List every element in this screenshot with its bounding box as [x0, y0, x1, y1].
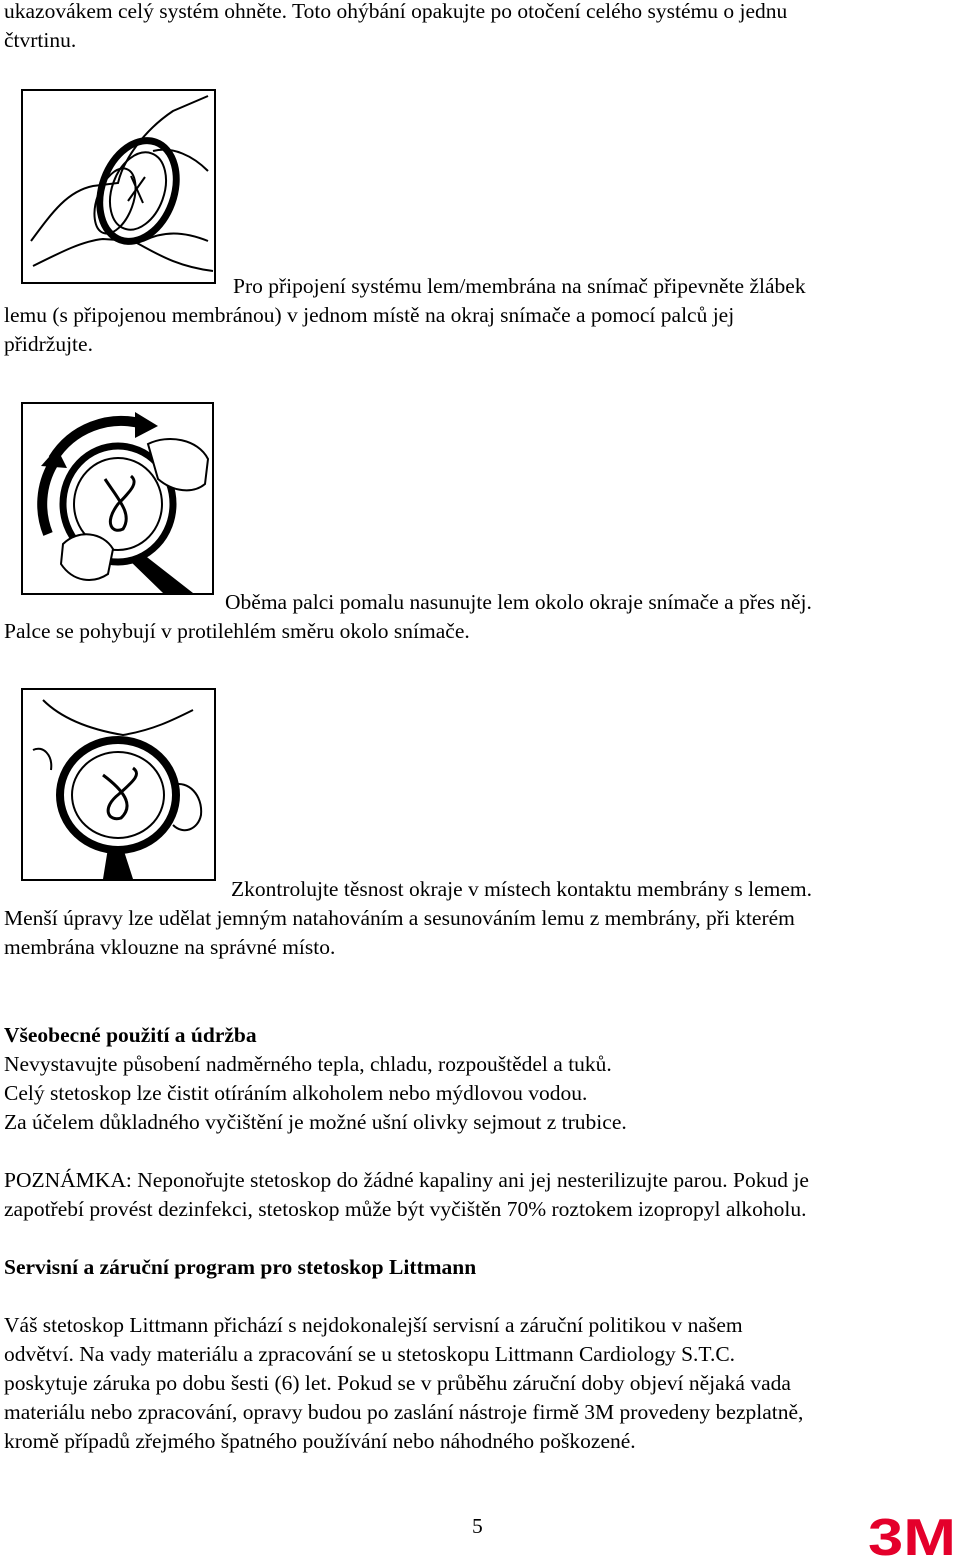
care-line-3: Za účelem důkladného vyčištění je možné ušní olivky sejmout z trubice.: [4, 1110, 627, 1134]
service-line-2: odvětví. Na vady materiálu a zpracování se u stetoskopu Littmann Cardiology S.T.C.: [4, 1342, 736, 1366]
step3-line-2: Menší úpravy lze udělat jemným natahováním a sesunováním lemu z membrány, při kterém: [4, 906, 795, 930]
step1-line-2: lemu (s připojenou membránou) v jednom místě na okraj snímače a pomocí palců jej: [4, 303, 735, 327]
step1-line-1: Pro připojení systému lem/membrána na snímač připevněte žlábek: [233, 274, 806, 298]
figure-slide-rim: [21, 402, 214, 595]
3m-logo: [868, 1514, 956, 1566]
step3-line-3: membrána vklouzne na správné místo.: [4, 935, 336, 959]
step2-line-2: Palce se pohybují v protilehlém směru okolo snímače.: [4, 619, 470, 643]
service-line-1: Váš stetoskop Littmann přichází s nejdokonalejší servisní a záruční politikou v našem: [4, 1313, 743, 1337]
3m-logo-text: 3M: [868, 1514, 956, 1558]
step2-line-1: Oběma palci pomalu nasunujte lem okolo okraje snímače a přes něj.: [225, 590, 812, 614]
note-line-2: zapotřebí provést dezinfekci, stetoskop může být vyčištěn 70% roztokem izopropyl alkoholu.: [4, 1197, 807, 1221]
service-heading: Servisní a záruční program pro stetoskop Littmann: [4, 1255, 477, 1279]
figure-attach-rim: [21, 89, 216, 284]
page-number: 5: [472, 1514, 483, 1538]
care-heading: Všeobecné použití a údržba: [4, 1023, 257, 1047]
step3-line-1: Zkontrolujte těsnost okraje v místech kontaktu membrány s lemem.: [231, 877, 812, 901]
figure-check-seal: [21, 688, 216, 881]
care-line-2: Celý stetoskop lze čistit otíráním alkoholem nebo mýdlovou vodou.: [4, 1081, 588, 1105]
service-line-5: kromě případů zřejmého špatného používání nebo náhodného poškozené.: [4, 1429, 636, 1453]
service-line-3: poskytuje záruka po dobu šesti (6) let. Pokud se v průběhu záruční doby objeví nějaká vada: [4, 1371, 791, 1395]
service-line-4: materiálu nebo zpracování, opravy budou po zaslání nástroje firmě 3M provedeny bezplatně,: [4, 1400, 804, 1424]
note-line-1: POZNÁMKA: Neponořujte stetoskop do žádné kapaliny ani jej nesterilizujte parou. Pokud je: [4, 1168, 809, 1192]
intro-line-2: čtvrtinu.: [4, 28, 77, 52]
intro-line-1: ukazovákem celý systém ohněte. Toto ohýbání opakujte po otočení celého systému o jednu: [4, 0, 788, 23]
care-line-1: Nevystavujte působení nadměrného tepla, chladu, rozpouštědel a tuků.: [4, 1052, 612, 1076]
step1-line-3: přidržujte.: [4, 332, 93, 356]
